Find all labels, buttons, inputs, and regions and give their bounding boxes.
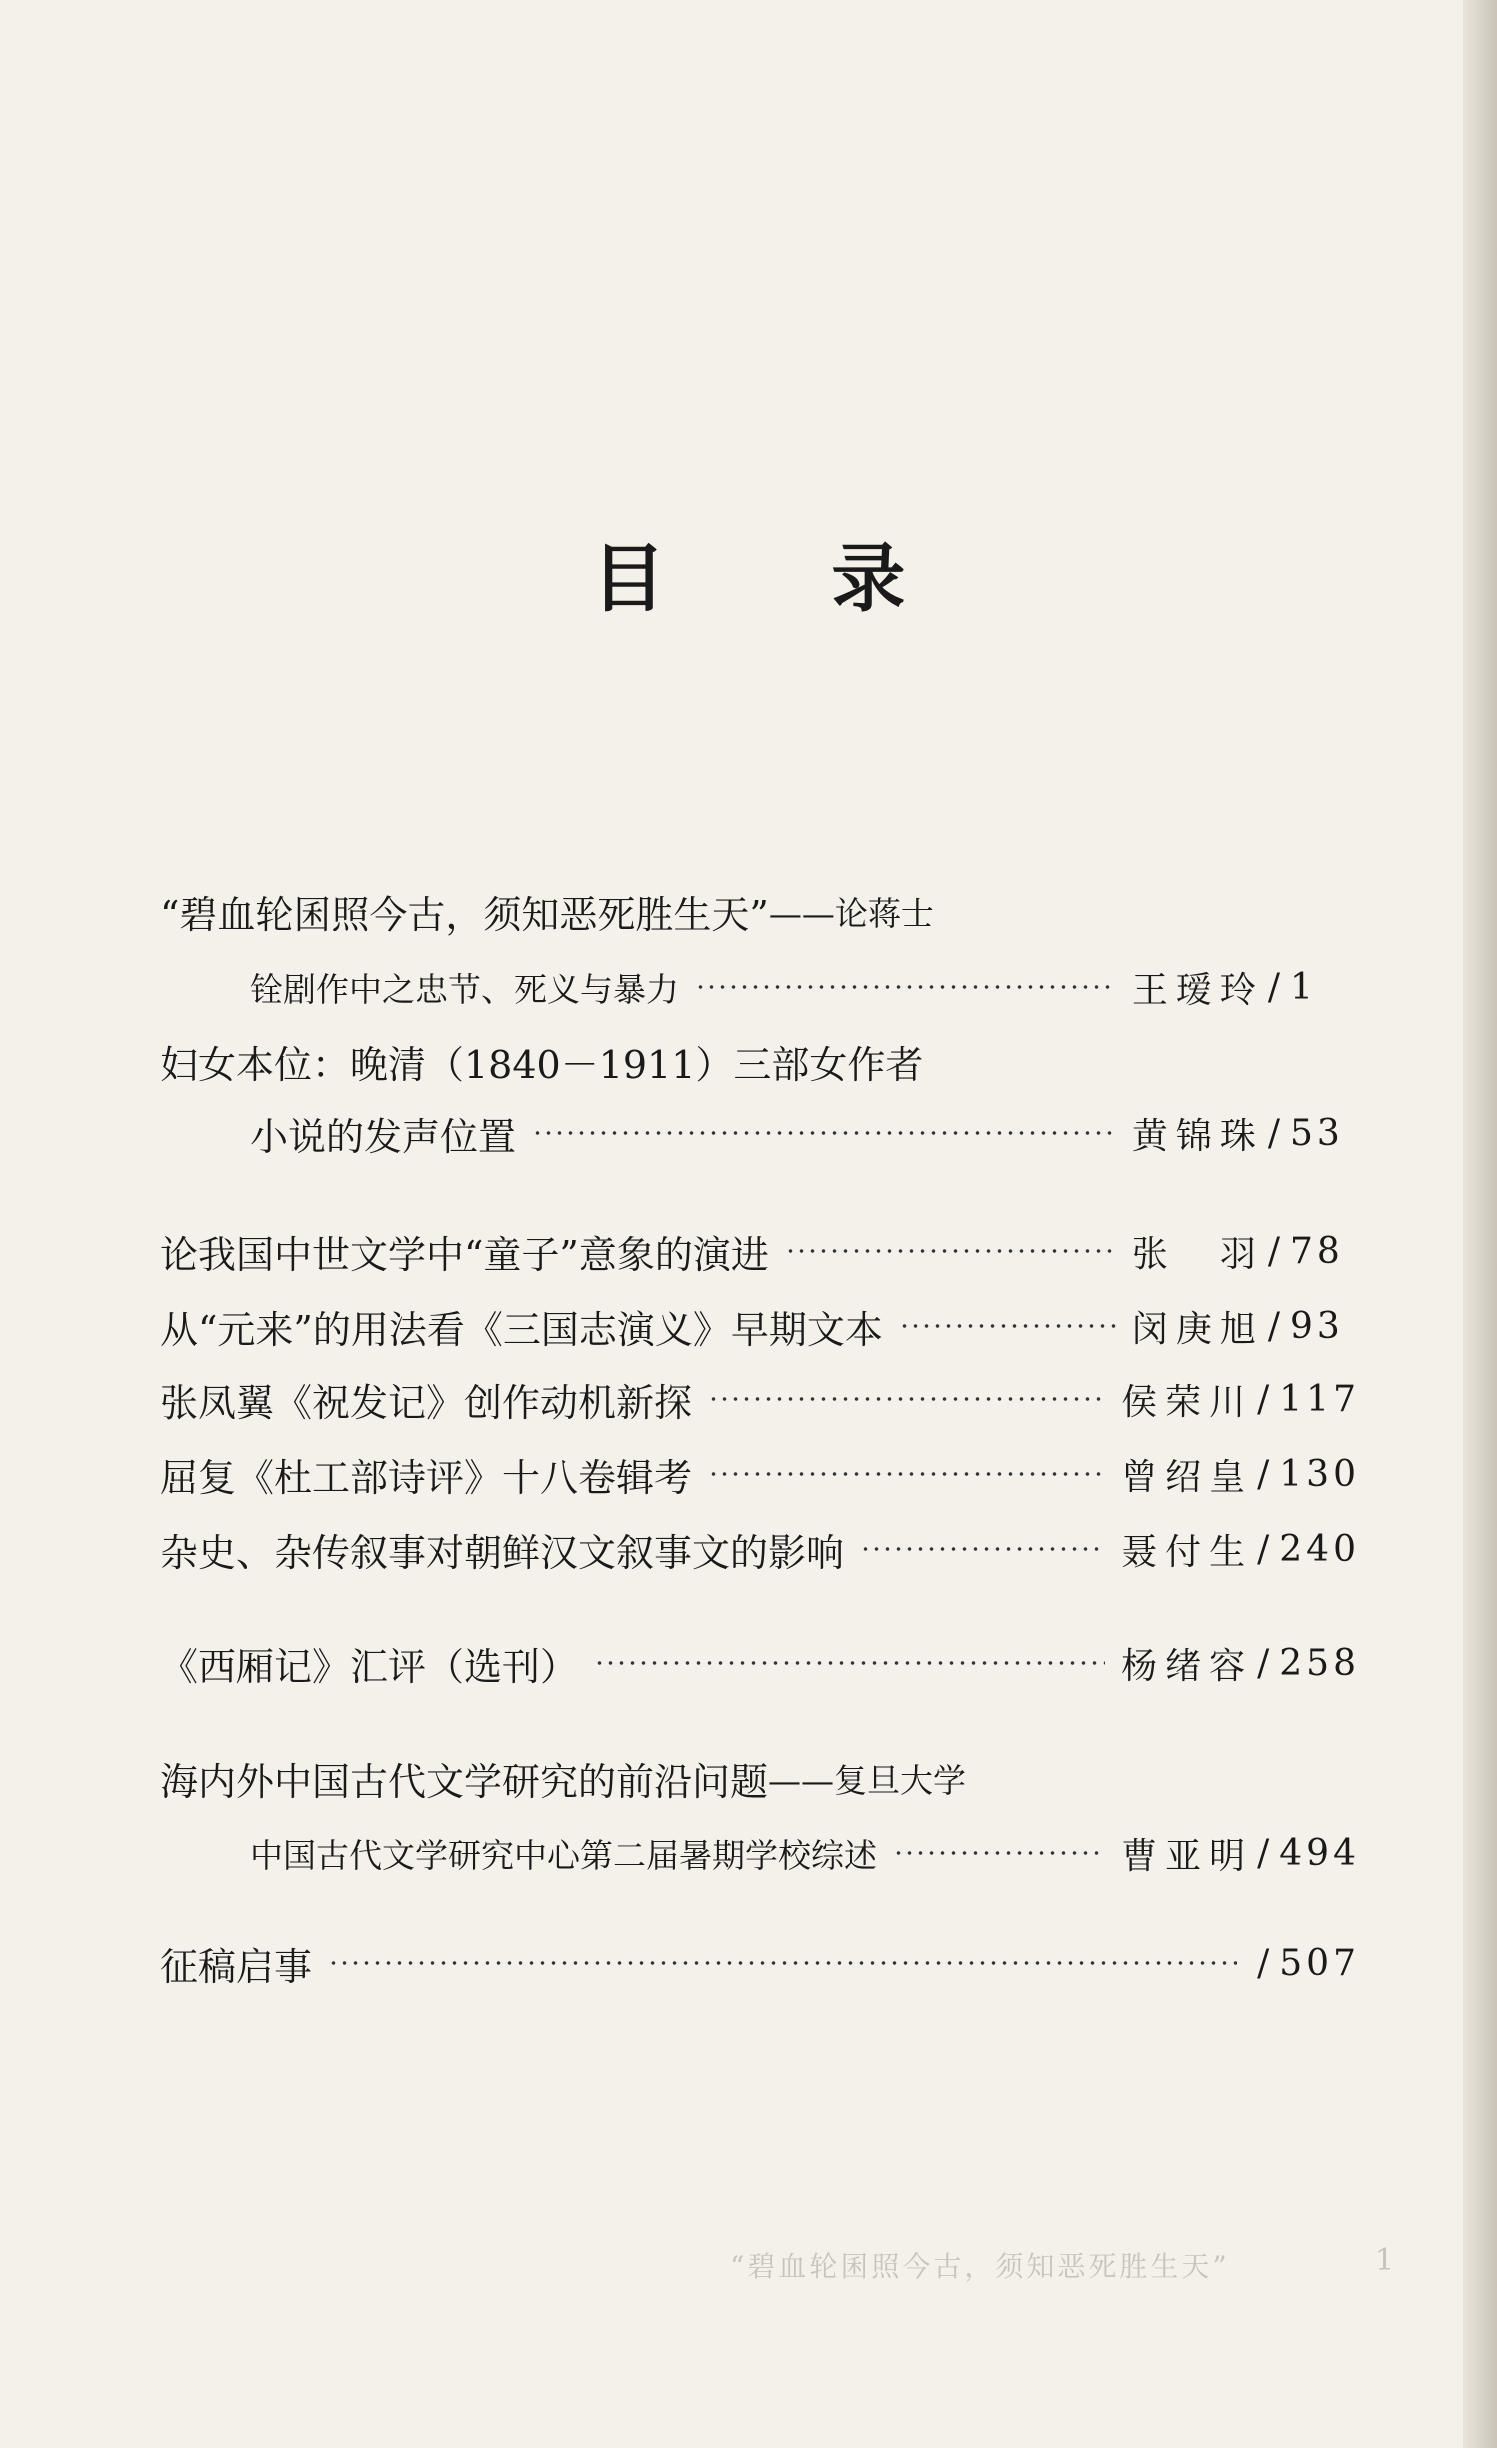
entry-page: 117 <box>1279 1378 1360 1420</box>
separator: / <box>1267 966 1280 1008</box>
separator: / <box>1267 1112 1280 1154</box>
entry-title: 从“元来”的用法看《三国志演义》早期文本 <box>160 1307 883 1352</box>
entry-title: 妇女本位：晚清（1840－1911）三部女作者 <box>160 1042 924 1087</box>
footer-page-number: 1 <box>1375 2243 1395 2278</box>
entry-title: “碧血轮囷照今古，须知恶死胜生天” <box>160 892 769 937</box>
entry-page: 258 <box>1279 1642 1360 1684</box>
toc-entry-line[interactable] <box>160 1747 1360 1809</box>
entry-page: 53 <box>1290 1112 1344 1154</box>
entry-page: 240 <box>1279 1528 1360 1570</box>
entry-title: 张凤翼《祝发记》创作动机新探 <box>160 1380 693 1425</box>
entry-subtitle: ——论蒋士 <box>768 893 934 933</box>
leader-dots <box>708 1472 1105 1476</box>
toc-entry[interactable] <box>160 1368 1360 1430</box>
leader-dots <box>860 1547 1105 1551</box>
toc-entry[interactable] <box>160 1932 1360 1994</box>
toc-entry-line[interactable] <box>250 1822 1360 1884</box>
entry-title: 铨剧作中之忠节、死义与暴力 <box>250 969 679 1009</box>
toc-entry[interactable] <box>160 1295 1360 1357</box>
entry-title: 海内外中国古代文学研究的前沿问题 <box>160 1759 769 1804</box>
leader-dots <box>594 1661 1105 1665</box>
leader-dots <box>695 985 1116 989</box>
entry-author: 曾绍皇 <box>1121 1456 1254 1498</box>
entry-author: 侯荣川 <box>1121 1381 1254 1423</box>
entry-title: 小说的发声位置 <box>250 1114 517 1159</box>
entry-subtitle: ——复旦大学 <box>768 1760 967 1800</box>
leader-dots <box>893 1851 1105 1855</box>
page-edge <box>1463 0 1497 2448</box>
entry-author: 黄锦珠 <box>1131 1115 1264 1157</box>
entry-page: 1 <box>1290 966 1317 1008</box>
entry-author: 闵庚旭 <box>1131 1308 1264 1350</box>
entry-author: 曹亚明 <box>1121 1835 1254 1877</box>
separator: / <box>1257 1378 1270 1420</box>
entry-page: 130 <box>1279 1453 1360 1495</box>
entry-title: 屈复《杜工部诗评》十八卷辑考 <box>160 1455 693 1500</box>
page-title: 目 录 <box>591 536 976 622</box>
entry-author: 王瑷玲 <box>1131 969 1264 1011</box>
entry-author: 杨绪容 <box>1121 1645 1254 1687</box>
entry-title: 征稿启事 <box>160 1944 313 1989</box>
toc-entry-line[interactable] <box>250 956 1360 1018</box>
leader-dots <box>532 1131 1116 1135</box>
separator: / <box>1257 1642 1270 1684</box>
separator: / <box>1257 1453 1270 1495</box>
entry-title: 《西厢记》汇评（选刊） <box>160 1644 579 1689</box>
leader-dots <box>899 1324 1116 1328</box>
separator: / <box>1257 1832 1270 1874</box>
toc-entry-line[interactable] <box>160 1030 1360 1092</box>
separator: / <box>1257 1942 1270 1984</box>
separator: / <box>1267 1305 1280 1347</box>
entry-title: 论我国中世文学中“童子”意象的演进 <box>160 1232 769 1277</box>
leader-dots <box>328 1961 1237 1965</box>
leader-dots <box>785 1249 1116 1253</box>
toc-entry[interactable] <box>160 1443 1360 1505</box>
entry-title: 杂史、杂传叙事对朝鲜汉文叙事文的影响 <box>160 1530 845 1575</box>
entry-page: 507 <box>1279 1942 1360 1984</box>
toc-entry-line[interactable] <box>250 1102 1360 1164</box>
toc-entry-line[interactable] <box>160 880 1360 942</box>
entry-page: 78 <box>1290 1230 1344 1272</box>
entry-author: 聂付生 <box>1121 1531 1254 1573</box>
leader-dots <box>708 1397 1105 1401</box>
toc-entry[interactable] <box>160 1632 1360 1694</box>
separator: / <box>1257 1528 1270 1570</box>
running-footer: “碧血轮囷照今古，须知恶死胜生天” <box>730 2250 1230 2283</box>
entry-title: 中国古代文学研究中心第二届暑期学校综述 <box>250 1835 877 1875</box>
separator: / <box>1267 1230 1280 1272</box>
toc-entry[interactable] <box>160 1220 1360 1282</box>
entry-author: 张 羽 <box>1131 1233 1264 1275</box>
entry-page: 494 <box>1279 1832 1360 1874</box>
toc-entry[interactable] <box>160 1518 1360 1580</box>
entry-page: 93 <box>1290 1305 1344 1347</box>
